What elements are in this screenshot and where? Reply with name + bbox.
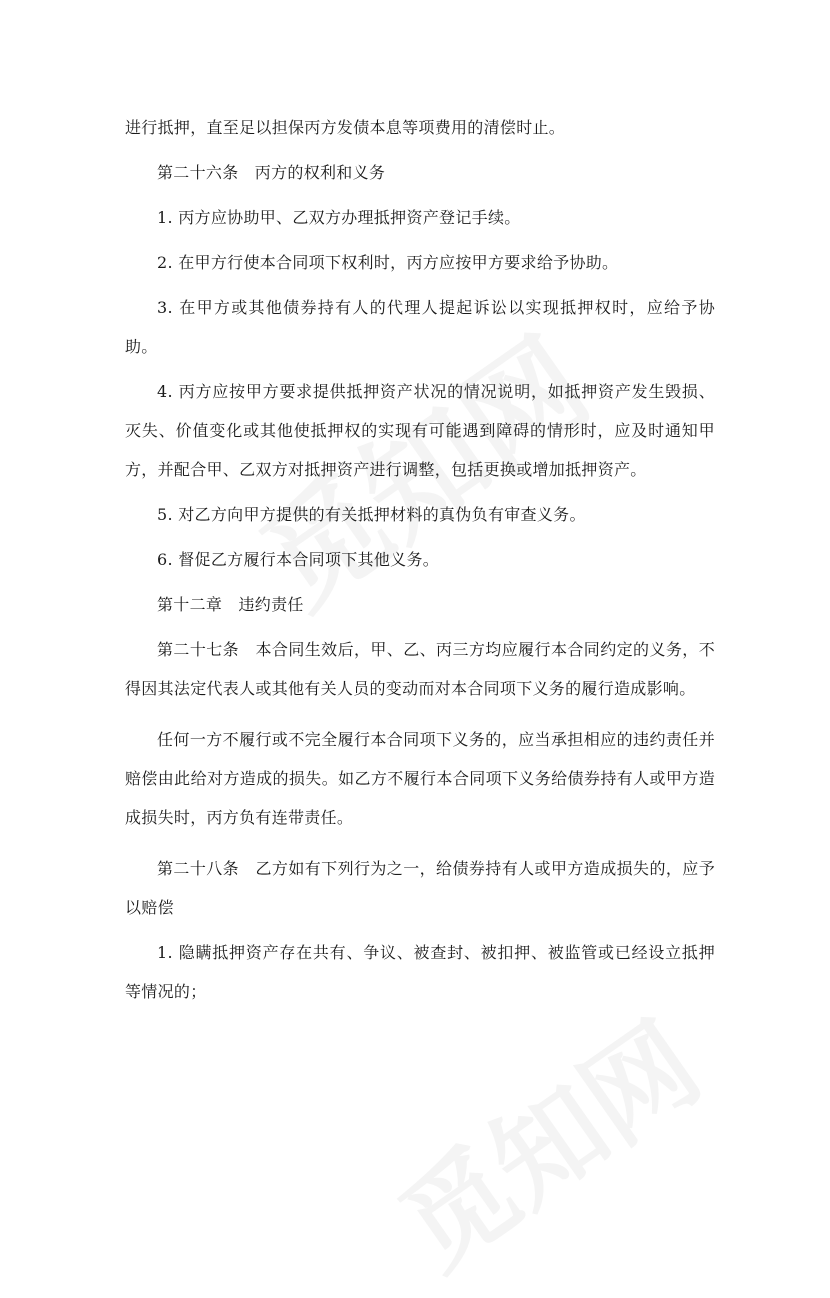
watermark-bottom [365, 980, 726, 1298]
list-item-5: 5. 对乙方向甲方提供的有关抵押材料的真伪负有审查义务。 [157, 505, 586, 524]
list-item-4: 4. 丙方应按甲方要求提供抵押资产状况的情况说明，如抵押资产发生毁损、灭失、价值变化或其他使抵押权的实现有可能遇到障碍的情形时，应及时通知甲方，并配合甲、乙双方对抵押资产进行调整，包括更换或增加抵押资产。 [125, 382, 715, 479]
chapter-12-heading: 第十二章 违约责任 [157, 595, 304, 614]
list-item-6: 6. 督促乙方履行本合同项下其他义务。 [157, 550, 440, 569]
list-item-2: 2. 在甲方行使本合同项下权利时，丙方应按甲方要求给予协助。 [157, 253, 619, 272]
article-28-item-1: 1. 隐瞒抵押资产存在共有、争议、被查封、被扣押、被监管或已经设立抵押等情况的； [125, 943, 715, 1001]
article-27-paragraph: 第二十七条 本合同生效后，甲、乙、丙三方均应履行本合同约定的义务，不得因其法定代表人或其他有关人员的变动而对本合同项下义务的履行造成影响。 [125, 640, 715, 698]
list-item-3: 3. 在甲方或其他债券持有人的代理人提起诉讼以实现抵押权时，应给予协助。 [125, 298, 715, 356]
liability-paragraph: 任何一方不履行或不完全履行本合同项下义务的，应当承担相应的违约责任并赔偿由此给对方造成的损失。如乙方不履行本合同项下义务给债券持有人或甲方造成损失时，丙方负有连带责任。 [125, 730, 715, 827]
paragraph-continuation: 进行抵押，直至足以担保丙方发债本息等项费用的清偿时止。 [125, 118, 566, 137]
document-body [125, 108, 715, 1011]
article-28-paragraph: 第二十八条 乙方如有下列行为之一，给债券持有人或甲方造成损失的，应予以赔偿 [125, 859, 715, 917]
article-26-heading: 第二十六条 丙方的权利和义务 [157, 163, 386, 182]
list-item-1: 1. 丙方应协助甲、乙双方办理抵押资产登记手续。 [157, 208, 521, 227]
